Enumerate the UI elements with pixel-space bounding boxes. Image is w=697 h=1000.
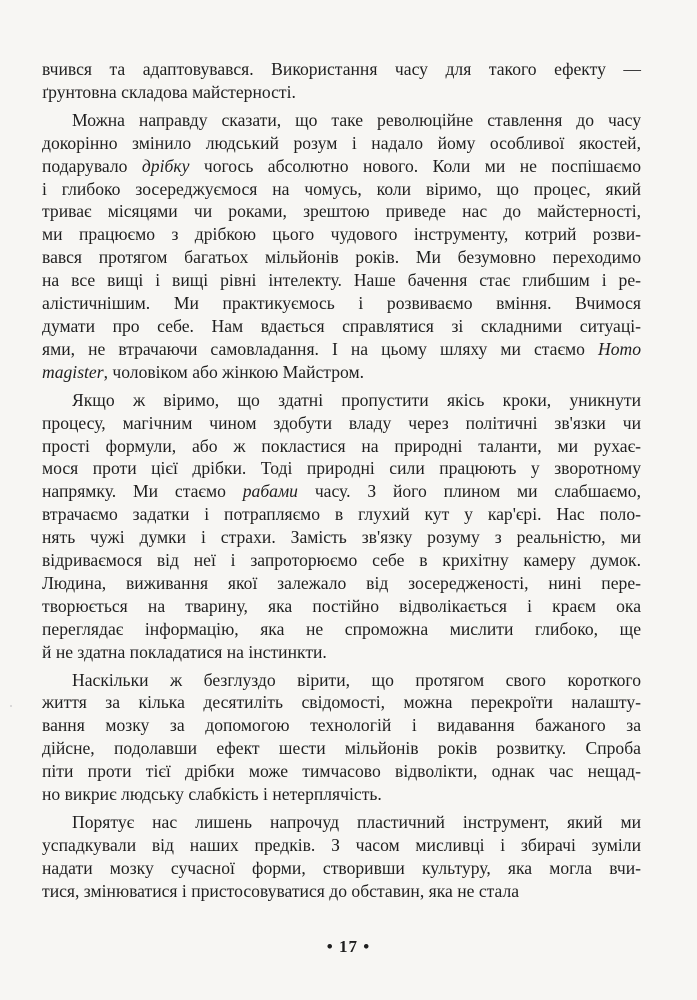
text-line: но викриє людську слабкість і нетерплячість. — [42, 784, 382, 805]
text-line: відриваємося від неї і запроторюємо себе в крихітну камеру думок. — [42, 550, 641, 571]
text-line: триває місяцями чи роками, зрештою приведе нас до майстерності, — [42, 201, 641, 222]
text-line: піти проти тієї дрібки може тимчасово відволікти, однак час нещад- — [42, 761, 641, 782]
paragraph — [42, 58, 641, 104]
text-line: Порятує нас лишень напрочуд пластичний інструмент, який ми — [72, 812, 641, 832]
text-line: переглядає інформацію, яка не спроможна мислити глибоко, ще — [42, 618, 641, 639]
text-line: життя за кілька десятиліть свідомості, можна перекроїти налашту- — [42, 692, 641, 713]
page-number: • 17 • — [326, 937, 371, 956]
text-line: ями, не втрачаючи самовладання. І на цьому шляху ми стаємо Homo — [42, 338, 641, 359]
text-line: нять чужі думки і страхи. Замість зв'язку розуму з реальністю, ми — [42, 527, 641, 548]
text-line: magister, чоловіком або жінкою Майстром. — [42, 361, 364, 382]
text-line: процесу, магічним чином здобути владу через політичні зв'язки чи — [42, 412, 641, 433]
text-line: творюється на тварину, яка постійно відволікається і краєм ока — [42, 595, 641, 616]
text-line: тися, змінюватися і пристосовуватися до обставин, яка не стала — [42, 880, 520, 901]
text-line: ґрунтовна складова майстерності. — [42, 81, 296, 102]
scan-speck — [10, 705, 12, 707]
text-line: ми працюємо з дрібкою цього чудового інструменту, котрий розви- — [42, 224, 641, 245]
text-line: Якщо ж віримо, що здатні пропустити якісь кроки, уникнути — [72, 389, 641, 410]
text-line: на все вищі і вищі рівні інтелекту. Наше бачення стає глибшим і ре- — [42, 270, 641, 291]
paragraph — [42, 389, 641, 664]
paragraph — [42, 669, 641, 806]
text-line: думати про себе. Нам вдається справлятися зі складними ситуаці- — [42, 315, 641, 336]
paragraph — [42, 109, 641, 384]
text-line: подарувало дрібку чогось абсолютно нового. Коли ми не поспішаємо — [42, 155, 641, 176]
text-line: вання мозку за допомогою технологій і видавання бажаного за — [42, 715, 641, 736]
text-line: Наскільки ж безглуздо вірити, що протягом свого короткого — [72, 669, 641, 690]
text-line: Можна направду сказати, що таке революційне ставлення до часу — [72, 109, 641, 130]
text-line: вчився та адаптовувався. Використання часу для такого ефекту — — [42, 59, 641, 79]
text-line: успадкували від наших предків. З часом мисливці і збирачі зуміли — [42, 834, 641, 855]
text-line: і глибоко зосереджуємося на чомусь, коли віримо, що процес, який — [42, 178, 641, 199]
text-line: й не здатна покладатися на інстинкти. — [42, 641, 327, 662]
body-text — [42, 58, 641, 903]
text-line: надати мозку сучасної форми, створивши культуру, яка могла вчи- — [42, 857, 641, 878]
text-line: напрямку. Ми стаємо рабами часу. З його плином ми слабшаємо, — [42, 481, 641, 502]
text-line: вався протягом багатьох мільйонів років. Ми безумовно переходимо — [42, 247, 641, 268]
text-line: алістичнішим. Ми практикуємось і розвиваємо вміння. Вчимося — [42, 293, 641, 314]
text-line: втрачаємо задатки і потрапляємо в глухий кут у кар'єрі. Нас поло- — [42, 504, 641, 525]
text-line: докорінно змінило людський розум і надало йому особливої якостей, — [42, 132, 641, 153]
text-line: Людина, виживання якої залежало від зосередженості, нині пере- — [42, 572, 641, 593]
text-line: дійсне, подолавши ефект шести мільйонів років розвитку. Спроба — [42, 738, 641, 759]
text-line: мося проти цієї дрібки. Тоді природні сили працюють у зворотному — [42, 458, 641, 479]
text-line: прості формули, або ж покластися на природні таланти, ми рухає- — [42, 435, 641, 456]
paragraph — [42, 811, 641, 903]
